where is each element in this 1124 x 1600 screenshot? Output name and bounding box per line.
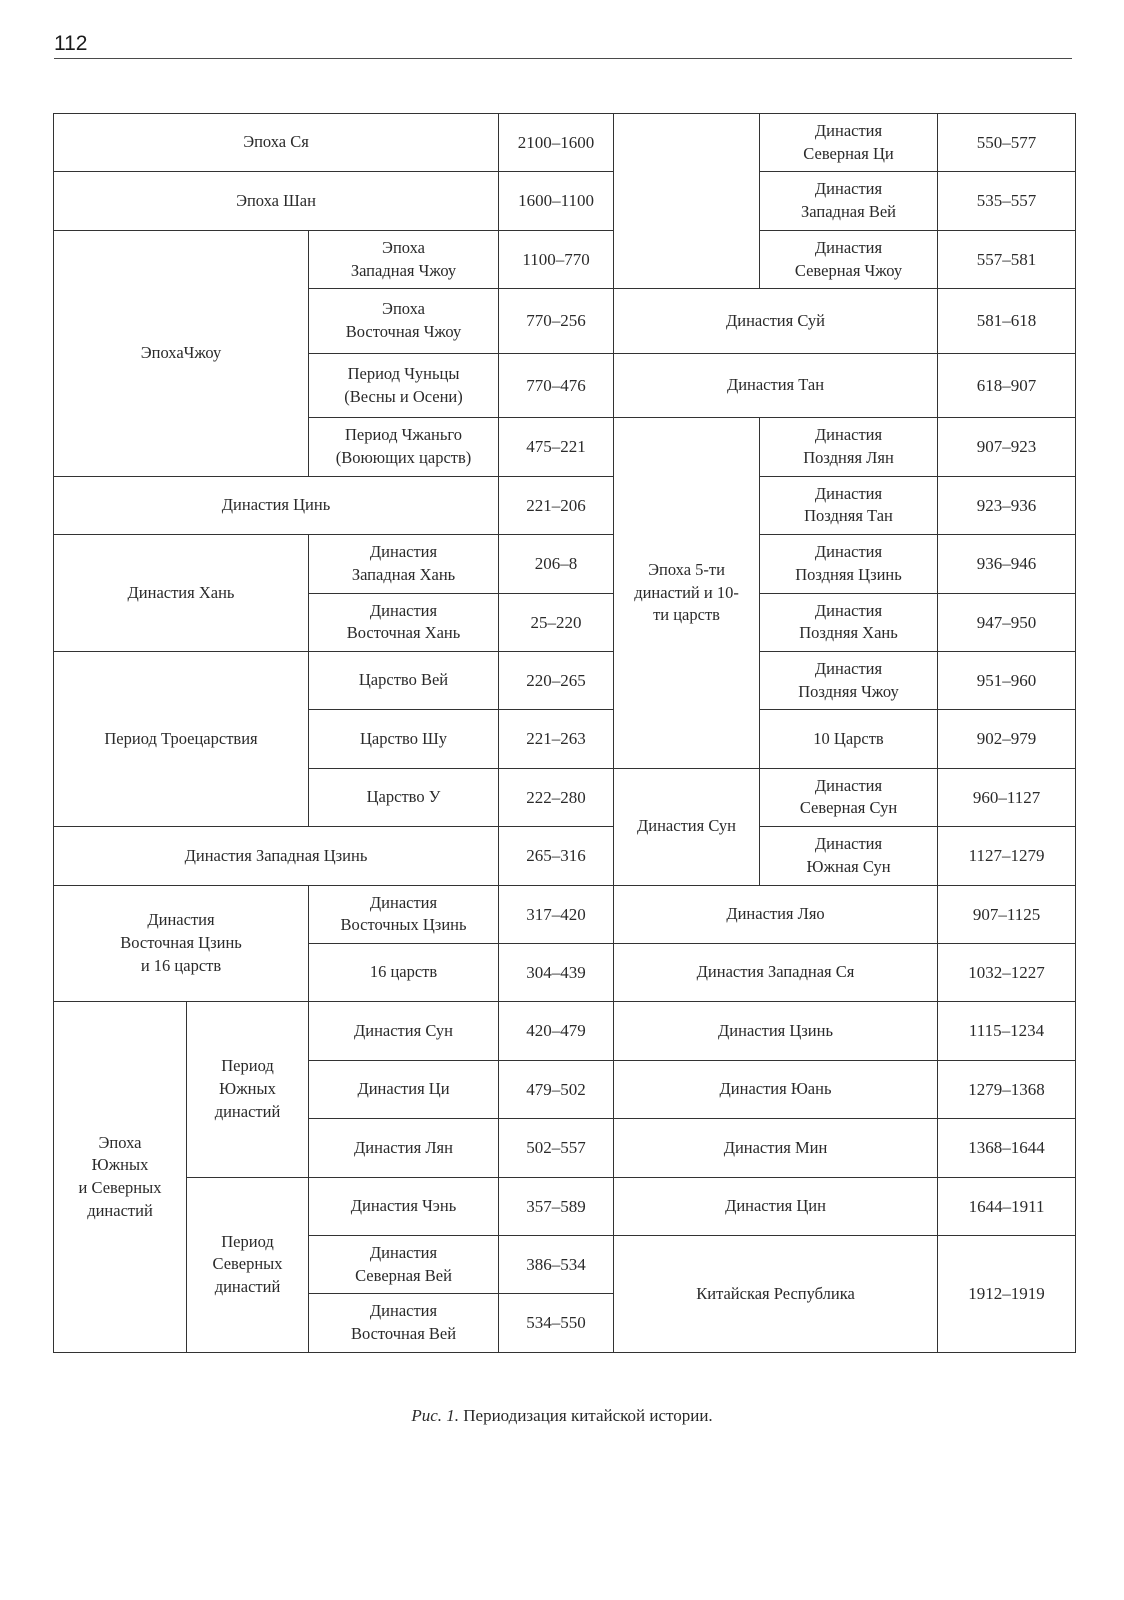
cell-south-song-dates: 420–479 <box>499 1002 614 1060</box>
cell-empty-merged <box>614 114 760 289</box>
table-row <box>54 535 1076 593</box>
figure-caption-text: Периодизация китайской истории. <box>459 1406 713 1425</box>
cell-eastern-han-dates: 25–220 <box>499 593 614 651</box>
cell-later-jin-dates: 936–946 <box>938 535 1076 593</box>
cell-western-jin-dates: 265–316 <box>499 827 614 885</box>
table-row <box>54 476 1076 534</box>
cell-wei-dates: 220–265 <box>499 651 614 709</box>
cell-eastern-han-name: Династия Восточная Хань <box>309 593 499 651</box>
cell-south-song-name: Династия Сун <box>309 1002 499 1060</box>
table-row <box>54 114 1076 172</box>
cell-chunqiu-dates: 770–476 <box>499 353 614 418</box>
cell-liang-dates: 502–557 <box>499 1119 614 1177</box>
cell-western-wei-dates: 535–557 <box>938 172 1076 230</box>
cell-chen-dates: 357–589 <box>499 1177 614 1235</box>
cell-zhanguo-name: Период Чжаньго (Воюющих царств) <box>309 418 499 476</box>
cell-liao-dates: 907–1125 <box>938 885 1076 943</box>
cell-southern-northern-name: Эпоха Южных и Северных династий <box>54 1002 187 1353</box>
cell-northern-period-name: Период Северных династий <box>187 1177 309 1352</box>
cell-ten-kingdoms-name: 10 Царств <box>760 710 938 768</box>
cell-sixteen-kingdoms-name: 16 царств <box>309 944 499 1002</box>
cell-jin-dates: 1115–1234 <box>938 1002 1076 1060</box>
cell-zhou-name: ЭпохаЧжоу <box>54 230 309 476</box>
cell-tang-dates: 618–907 <box>938 353 1076 418</box>
cell-northern-zhou-dates: 557–581 <box>938 230 1076 288</box>
table-row <box>54 1177 1076 1235</box>
table-row <box>54 172 1076 230</box>
cell-later-han-name: Династия Поздняя Хань <box>760 593 938 651</box>
cell-northern-song-name: Династия Северная Сун <box>760 768 938 826</box>
cell-sui-name: Династия Суй <box>614 289 938 354</box>
cell-western-xia-name: Династия Западная Ся <box>614 944 938 1002</box>
cell-ming-dates: 1368–1644 <box>938 1119 1076 1177</box>
table-row <box>54 885 1076 943</box>
cell-eastern-zhou-dates: 770–256 <box>499 289 614 354</box>
cell-western-wei-name: Династия Западная Вей <box>760 172 938 230</box>
cell-shang-name: Эпоха Шан <box>54 172 499 230</box>
cell-eastern-wei-name: Династия Восточная Вей <box>309 1294 499 1353</box>
cell-qing-name: Династия Цин <box>614 1177 938 1235</box>
cell-western-han-dates: 206–8 <box>499 535 614 593</box>
cell-later-tang-dates: 923–936 <box>938 476 1076 534</box>
cell-liao-name: Династия Ляо <box>614 885 938 943</box>
cell-tang-name: Династия Тан <box>614 353 938 418</box>
cell-wu-name: Царство У <box>309 768 499 826</box>
cell-ten-kingdoms-dates: 902–979 <box>938 710 1076 768</box>
cell-northern-wei-dates: 386–534 <box>499 1236 614 1294</box>
cell-southern-song-name: Династия Южная Сун <box>760 827 938 885</box>
cell-xia-dates: 2100–1600 <box>499 114 614 172</box>
table-row <box>54 827 1076 885</box>
cell-han-name: Династия Хань <box>54 535 309 652</box>
cell-eastern-zhou-name: Эпоха Восточная Чжоу <box>309 289 499 354</box>
cell-sui-dates: 581–618 <box>938 289 1076 354</box>
cell-liang-name: Династия Лян <box>309 1119 499 1177</box>
cell-shang-dates: 1600–1100 <box>499 172 614 230</box>
cell-qin-name: Династия Цинь <box>54 476 499 534</box>
cell-southern-song-dates: 1127–1279 <box>938 827 1076 885</box>
cell-song-name: Династия Сун <box>614 768 760 885</box>
cell-jin-name: Династия Цзинь <box>614 1002 938 1060</box>
cell-northern-zhou-name: Династия Северная Чжоу <box>760 230 938 288</box>
cell-qing-dates: 1644–1911 <box>938 1177 1076 1235</box>
cell-qi-name: Династия Ци <box>309 1060 499 1118</box>
cell-northern-wei-name: Династия Северная Вей <box>309 1236 499 1294</box>
cell-later-jin-name: Династия Поздняя Цзинь <box>760 535 938 593</box>
table-row <box>54 1002 1076 1060</box>
cell-eastern-jin-dynasty-name: Династия Восточных Цзинь <box>309 885 499 943</box>
cell-western-zhou-dates: 1100–770 <box>499 230 614 288</box>
cell-wu-dates: 222–280 <box>499 768 614 826</box>
header-rule <box>54 58 1072 59</box>
cell-later-tang-name: Династия Поздняя Тан <box>760 476 938 534</box>
cell-eastern-jin-dynasty-dates: 317–420 <box>499 885 614 943</box>
cell-chunqiu-name: Период Чуньцы (Весны и Осени) <box>309 353 499 418</box>
cell-later-han-dates: 947–950 <box>938 593 1076 651</box>
cell-three-kingdoms-name: Период Троецарствия <box>54 651 309 826</box>
cell-sixteen-kingdoms-dates: 304–439 <box>499 944 614 1002</box>
cell-later-liang-name: Династия Поздняя Лян <box>760 418 938 476</box>
table-row <box>54 230 1076 288</box>
cell-xia-name: Эпоха Ся <box>54 114 499 172</box>
cell-qi-dates: 479–502 <box>499 1060 614 1118</box>
cell-northern-song-dates: 960–1127 <box>938 768 1076 826</box>
table-row <box>54 651 1076 709</box>
cell-shu-name: Царство Шу <box>309 710 499 768</box>
cell-northern-qi-dates: 550–577 <box>938 114 1076 172</box>
cell-shu-dates: 221–263 <box>499 710 614 768</box>
cell-republic-dates: 1912–1919 <box>938 1236 1076 1353</box>
figure-caption <box>0 1406 1124 1426</box>
cell-zhanguo-dates: 475–221 <box>499 418 614 476</box>
cell-yuan-name: Династия Юань <box>614 1060 938 1118</box>
cell-later-liang-dates: 907–923 <box>938 418 1076 476</box>
cell-western-xia-dates: 1032–1227 <box>938 944 1076 1002</box>
cell-later-zhou-name: Династия Поздняя Чжоу <box>760 651 938 709</box>
cell-yuan-dates: 1279–1368 <box>938 1060 1076 1118</box>
cell-wei-name: Царство Вей <box>309 651 499 709</box>
page-number: 112 <box>54 32 88 55</box>
cell-western-han-name: Династия Западная Хань <box>309 535 499 593</box>
cell-eastern-wei-dates: 534–550 <box>499 1294 614 1353</box>
cell-five-dynasties-name: Эпоха 5-ти династий и 10- ти царств <box>614 418 760 768</box>
figure-label: Рис. 1. <box>411 1406 459 1425</box>
periodization-table <box>53 113 1076 1353</box>
cell-western-zhou-name: Эпоха Западная Чжоу <box>309 230 499 288</box>
cell-ming-name: Династия Мин <box>614 1119 938 1177</box>
cell-western-jin-name: Династия Западная Цзинь <box>54 827 499 885</box>
cell-qin-dates: 221–206 <box>499 476 614 534</box>
cell-republic-name: Китайская Республика <box>614 1236 938 1353</box>
cell-chen-name: Династия Чэнь <box>309 1177 499 1235</box>
cell-eastern-jin-name: Династия Восточная Цзинь и 16 царств <box>54 885 309 1002</box>
cell-southern-period-name: Период Южных династий <box>187 1002 309 1177</box>
cell-later-zhou-dates: 951–960 <box>938 651 1076 709</box>
cell-northern-qi-name: Династия Северная Ци <box>760 114 938 172</box>
